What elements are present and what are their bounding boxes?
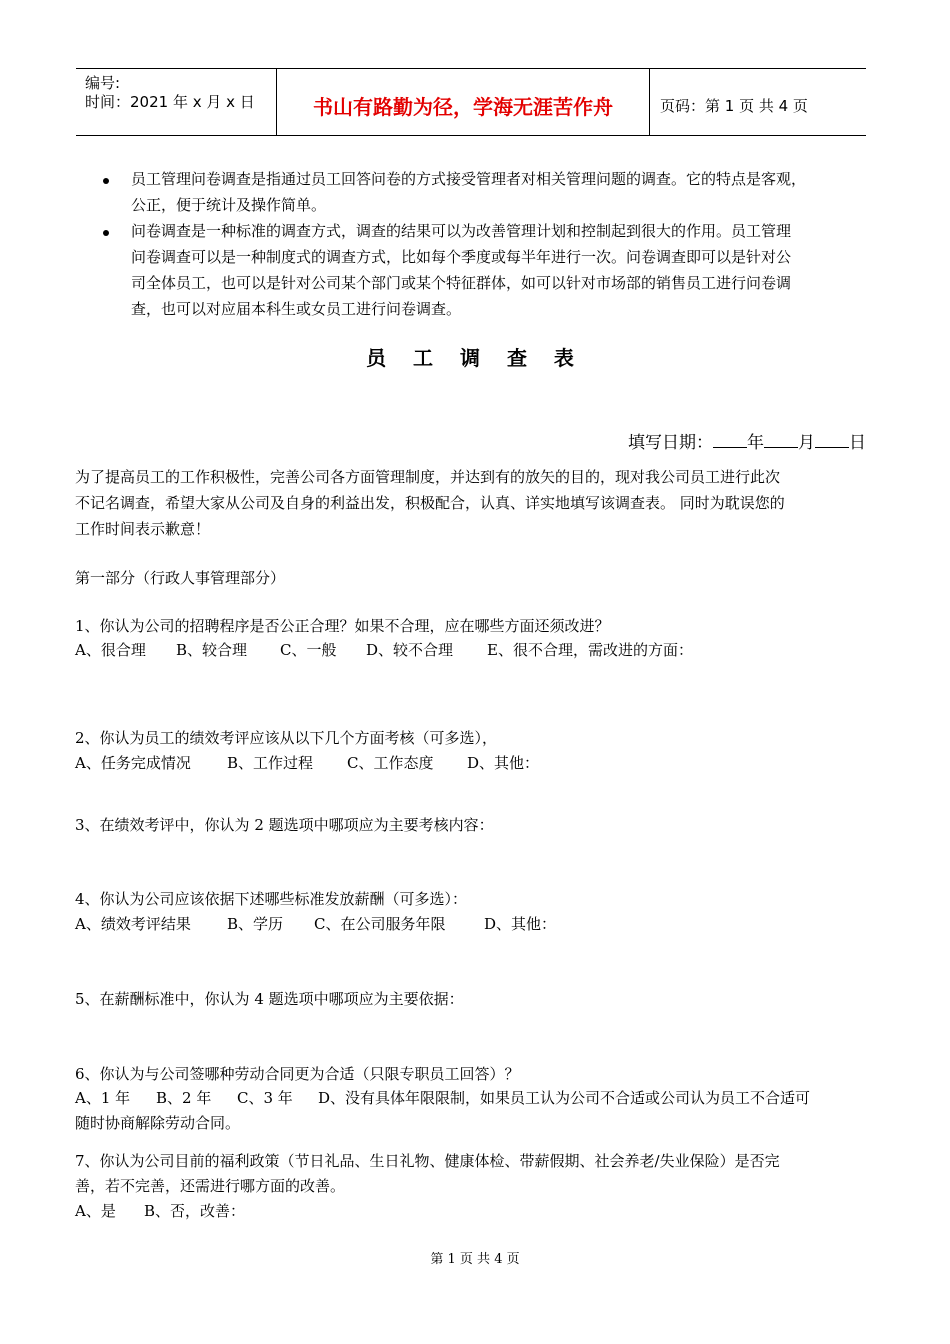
q6-option-c[interactable]: C、3 年 (237, 1089, 293, 1107)
question-7: 7、你认为公司目前的福利政策（节日礼品、生日礼物、健康体检、带薪假期、社会养老/失业保险）是否完 (75, 1152, 780, 1170)
form-title: 员 工 调 查 表 (366, 346, 584, 370)
q4-option-b[interactable]: B、学历 (227, 915, 284, 933)
year-label: 年 (747, 433, 764, 453)
q6-option-b[interactable]: B、2 年 (156, 1089, 212, 1107)
q1-option-e[interactable]: E、很不合理，需改进的方面： (487, 641, 693, 659)
time-label: 时间：2021 年 x 月 x 日 (85, 93, 255, 111)
q2-option-b[interactable]: B、工作过程 (227, 754, 314, 772)
q1-option-d[interactable]: D、较不合理 (366, 641, 454, 659)
question-2: 2、你认为员工的绩效考评应该从以下几个方面考核（可多选）， (75, 729, 498, 747)
bullet-dot (103, 230, 109, 236)
question-3: 3、在绩效考评中，你认为 2 题选项中哪项应为主要考核内容： (75, 816, 494, 834)
header-left-cell (76, 69, 277, 135)
preface-line-2: 不记名调查，希望大家从公司及自身的利益出发，积极配合，认真、详实地填写该调查表。 同时为耽误您的 (75, 494, 785, 512)
q1-option-a[interactable]: A、很合理 (75, 641, 146, 659)
q2-option-c[interactable]: C、工作态度 (347, 754, 434, 772)
bullet-2-line-2: 问卷调查可以是一种制度式的调查方式，比如每个季度或每半年进行一次。问卷调查即可以是针对公 (131, 248, 792, 266)
bullet-1-line-2: 公正，便于统计及操作简单。 (131, 196, 327, 214)
month-label: 月 (798, 433, 815, 453)
q6-option-a[interactable]: A、1 年 (75, 1089, 131, 1107)
header-page-cell (650, 69, 866, 135)
month-blank[interactable] (764, 431, 798, 448)
q4-option-d[interactable]: D、其他： (484, 915, 557, 933)
year-blank[interactable] (713, 431, 747, 448)
number-label: 编号: (85, 74, 121, 92)
q4-option-c[interactable]: C、在公司服务年限 (314, 915, 446, 933)
bullet-2-line-1: 问卷调查是一种标准的调查方式，调查的结果可以为改善管理计划和控制起到很大的作用。员工管理 (131, 222, 792, 240)
q7-option-a[interactable]: A、是 (75, 1202, 116, 1220)
q6-option-d-cont: 随时协商解除劳动合同。 (75, 1114, 241, 1132)
motto: 书山有路勤为径，学海无涯苦作舟 (313, 95, 613, 119)
header-motto-cell (277, 69, 650, 135)
page-label: 页码：第 1 页 共 4 页 (660, 97, 808, 115)
bullet-1-line-1: 员工管理问卷调查是指通过员工回答问卷的方式接受管理者对相关管理问题的调查。它的特点是客观， (131, 170, 807, 188)
question-4: 4、你认为公司应该依据下述哪些标准发放薪酬（可多选）： (75, 890, 468, 908)
preface-line-1: 为了提高员工的工作积极性，完善公司各方面管理制度，并达到有的放矢的目的，现对我公司员工进行此次 (75, 468, 781, 486)
q2-option-a[interactable]: A、任务完成情况 (75, 754, 191, 772)
header-table (76, 68, 866, 136)
q6-option-d[interactable]: D、没有具体年限限制，如果员工认为公司不合适或公司认为员工不合适可 (318, 1089, 811, 1107)
q2-option-d[interactable]: D、其他： (467, 754, 540, 772)
fill-date-label: 填写日期： (628, 433, 713, 453)
bullet-2-line-4: 查，也可以对应届本科生或女员工进行问卷调查。 (131, 300, 462, 318)
day-blank[interactable] (815, 431, 849, 448)
q7-option-b[interactable]: B、否，改善： (144, 1202, 246, 1220)
preface-line-3: 工作时间表示歉意！ (75, 520, 211, 538)
question-7-cont: 善，若不完善，还需进行哪方面的改善。 (75, 1177, 346, 1195)
bullet-dot (103, 178, 109, 184)
section-heading: 第一部分（行政人事管理部分） (75, 569, 286, 587)
question-6: 6、你认为与公司签哪种劳动合同更为合适（只限专职员工回答）？ (75, 1065, 520, 1083)
page-footer: 第 1 页 共 4 页 (430, 1252, 520, 1267)
q1-option-c[interactable]: C、一般 (280, 641, 337, 659)
day-label: 日 (849, 433, 866, 453)
q4-option-a[interactable]: A、绩效考评结果 (75, 915, 191, 933)
fill-date (628, 428, 866, 453)
question-1: 1、你认为公司的招聘程序是否公正合理？如果不合理，应在哪些方面还须改进？ (75, 617, 610, 635)
question-5: 5、在薪酬标准中，你认为 4 题选项中哪项应为主要依据： (75, 990, 464, 1008)
bullet-2-line-3: 司全体员工，也可以是针对公司某个部门或某个特征群体，如可以针对市场部的销售员工进行问卷调 (131, 274, 792, 292)
q1-option-b[interactable]: B、较合理 (176, 641, 248, 659)
